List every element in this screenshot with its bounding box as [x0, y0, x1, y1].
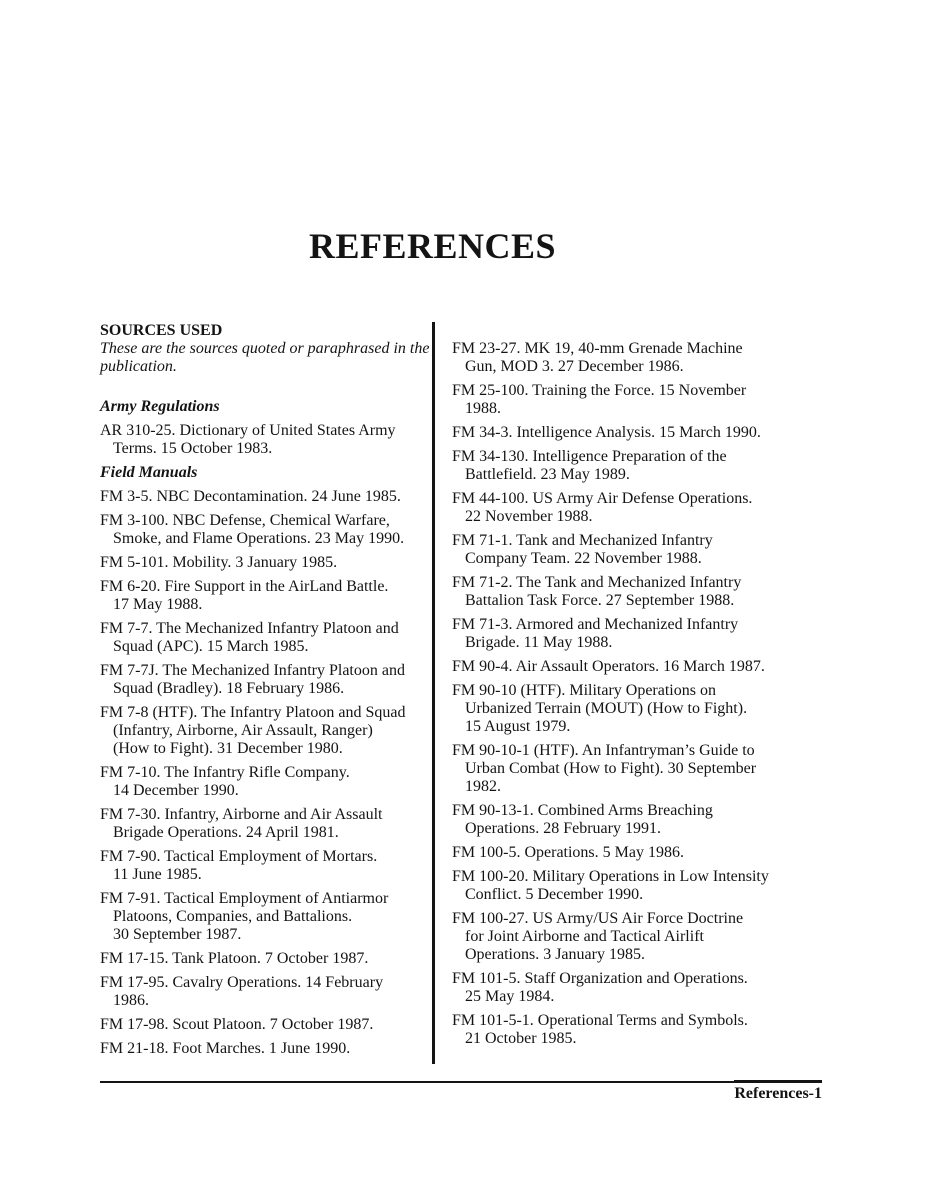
reference-entry [100, 554, 432, 572]
reference-entry-line: Brigade. 11 May 1988. [465, 634, 613, 651]
reference-entry-line: 14 December 1990. [113, 782, 239, 799]
page-title: REFERENCES [308, 226, 557, 266]
reference-entry-line: Platoons, Companies, and Battalions. [113, 908, 353, 925]
reference-entry-line: FM 7-7J. The Mechanized Infantry Platoon and [100, 662, 405, 679]
reference-entry-line: 1988. [465, 400, 501, 417]
reference-entry [452, 448, 822, 484]
reference-entry [100, 974, 432, 1010]
reference-entry-line: Conflict. 5 December 1990. [465, 886, 644, 903]
reference-entry-line: 22 November 1988. [465, 508, 593, 525]
reference-entry-line: AR 310-25. Dictionary of United States Army [100, 422, 396, 439]
reference-entry [100, 578, 432, 614]
reference-entry-line: for Joint Airborne and Tactical Airlift [465, 928, 704, 945]
reference-entry-line: Terms. 15 October 1983. [113, 440, 273, 457]
reference-entry-line: FM 3-5. NBC Decontamination. 24 June 1985. [100, 488, 401, 505]
reference-entry-line: 1982. [465, 778, 501, 795]
reference-entry-line: FM 100-5. Operations. 5 May 1986. [452, 844, 684, 861]
reference-entry-line: Operations. 3 January 1985. [465, 946, 645, 963]
reference-entry-line: FM 7-91. Tactical Employment of Antiarmor [100, 890, 389, 907]
reference-entry-line: Brigade Operations. 24 April 1981. [113, 824, 339, 841]
reference-entry-line: Gun, MOD 3. 27 December 1986. [465, 358, 684, 375]
reference-entry [100, 704, 432, 758]
reference-entry [100, 620, 432, 656]
reference-entry-line: Urbanized Terrain (MOUT) (How to Fight). [465, 700, 748, 717]
reference-entry-line: FM 23-27. MK 19, 40-mm Grenade Machine [452, 340, 743, 357]
reference-entry [100, 422, 432, 458]
reference-entry-line: FM 71-1. Tank and Mechanized Infantry [452, 532, 713, 549]
reference-entry-line: FM 100-20. Military Operations in Low Intensity [452, 868, 769, 885]
reference-entry-line: 15 August 1979. [465, 718, 571, 735]
two-column-layout [100, 322, 822, 1064]
reference-entry [452, 910, 822, 964]
reference-entry-line: FM 34-3. Intelligence Analysis. 15 March 1990. [452, 424, 761, 441]
reference-entry [452, 742, 822, 796]
reference-entry-line: FM 101-5. Staff Organization and Operations. [452, 970, 748, 987]
page-number: References-1 [734, 1080, 822, 1103]
reference-entry-line: FM 90-10 (HTF). Military Operations on [452, 682, 716, 699]
reference-entry-line: FM 17-95. Cavalry Operations. 14 February [100, 974, 384, 991]
reference-entry-line: FM 3-100. NBC Defense, Chemical Warfare, [100, 512, 390, 529]
reference-entry [452, 868, 822, 904]
reference-entry-line: FM 100-27. US Army/US Air Force Doctrine [452, 910, 744, 927]
reference-entry-line: FM 5-101. Mobility. 3 January 1985. [100, 554, 338, 571]
reference-entry [452, 340, 822, 376]
reference-entry [100, 890, 432, 944]
right-column [435, 322, 822, 1064]
sources-used-heading: SOURCES USED [100, 322, 223, 339]
reference-entry-line: FM 90-10-1 (HTF). An Infantryman’s Guide to [452, 742, 755, 759]
reference-entry-line: (Infantry, Airborne, Air Assault, Ranger) [113, 722, 373, 739]
reference-entry-line: FM 17-15. Tank Platoon. 7 October 1987. [100, 950, 369, 967]
reference-entry [100, 950, 432, 968]
reference-entry-line: FM 21-18. Foot Marches. 1 June 1990. [100, 1040, 351, 1057]
reference-entry-line: Smoke, and Flame Operations. 23 May 1990. [113, 530, 405, 547]
reference-entry-line: 17 May 1988. [113, 596, 203, 613]
reference-entry [452, 970, 822, 1006]
reference-entry-line: 30 September 1987. [113, 926, 242, 943]
reference-entry-line: 1986. [113, 992, 149, 1009]
reference-entry-line: FM 34-130. Intelligence Preparation of the [452, 448, 727, 465]
reference-entry-line: FM 44-100. US Army Air Defense Operations. [452, 490, 753, 507]
reference-entry [452, 616, 822, 652]
reference-entry [100, 662, 432, 698]
reference-entry-line: FM 90-13-1. Combined Arms Breaching [452, 802, 713, 819]
reference-entry-line: Battalion Task Force. 27 September 1988. [465, 592, 735, 609]
reference-entry-line: FM 71-3. Armored and Mechanized Infantry [452, 616, 739, 633]
reference-entry [452, 844, 822, 862]
reference-entry-line: FM 7-10. The Infantry Rifle Company. [100, 764, 350, 781]
reference-entry-line: Squad (Bradley). 18 February 1986. [113, 680, 345, 697]
reference-entry [452, 682, 822, 736]
reference-entry [452, 424, 822, 442]
reference-entry-line: FM 6-20. Fire Support in the AirLand Battle. [100, 578, 389, 595]
page-footer [100, 1081, 822, 1103]
reference-entry-line: FM 101-5-1. Operational Terms and Symbols. [452, 1012, 748, 1029]
reference-entry [100, 1040, 432, 1058]
footer-rule [100, 1081, 822, 1083]
reference-entry [100, 848, 432, 884]
reference-entry [100, 806, 432, 842]
reference-groups [100, 398, 432, 1058]
reference-entry-line: FM 90-4. Air Assault Operators. 16 March 1987. [452, 658, 765, 675]
reference-entry [452, 658, 822, 676]
reference-entry-line: FM 17-98. Scout Platoon. 7 October 1987. [100, 1016, 374, 1033]
reference-entry-line: 11 June 1985. [113, 866, 202, 883]
reference-entry-line: Operations. 28 February 1991. [465, 820, 661, 837]
group-heading: Army Regulations [100, 398, 220, 415]
reference-entry [452, 490, 822, 526]
reference-entry-line: FM 7-7. The Mechanized Infantry Platoon and [100, 620, 399, 637]
reference-entry-line: FM 7-8 (HTF). The Infantry Platoon and Squad [100, 704, 406, 721]
left-column [100, 322, 432, 1064]
reference-entry [452, 1012, 822, 1048]
reference-entry-line: FM 25-100. Training the Force. 15 November [452, 382, 747, 399]
reference-entry-line: FM 7-90. Tactical Employment of Mortars. [100, 848, 378, 865]
reference-entry-line: 25 May 1984. [465, 988, 555, 1005]
reference-entry [100, 1016, 432, 1034]
reference-entry-line: Company Team. 22 November 1988. [465, 550, 702, 567]
reference-entry [100, 764, 432, 800]
group-heading: Field Manuals [100, 464, 198, 481]
reference-entry-line: Squad (APC). 15 March 1985. [113, 638, 309, 655]
sources-used-note: These are the sources quoted or paraphrased in the publication. [100, 340, 430, 375]
reference-entry-line: FM 7-30. Infantry, Airborne and Air Assault [100, 806, 383, 823]
reference-entry [452, 382, 822, 418]
reference-entry [100, 488, 432, 506]
reference-entry-line: Battlefield. 23 May 1989. [465, 466, 630, 483]
reference-entry [452, 574, 822, 610]
reference-entry-line: (How to Fight). 31 December 1980. [113, 740, 343, 757]
reference-entry [452, 532, 822, 568]
reference-entry [100, 512, 432, 548]
reference-entry-line: 21 October 1985. [465, 1030, 577, 1047]
reference-entry [452, 802, 822, 838]
reference-entry-line: FM 71-2. The Tank and Mechanized Infantry [452, 574, 742, 591]
reference-entry-line: Urban Combat (How to Fight). 30 September [465, 760, 757, 777]
